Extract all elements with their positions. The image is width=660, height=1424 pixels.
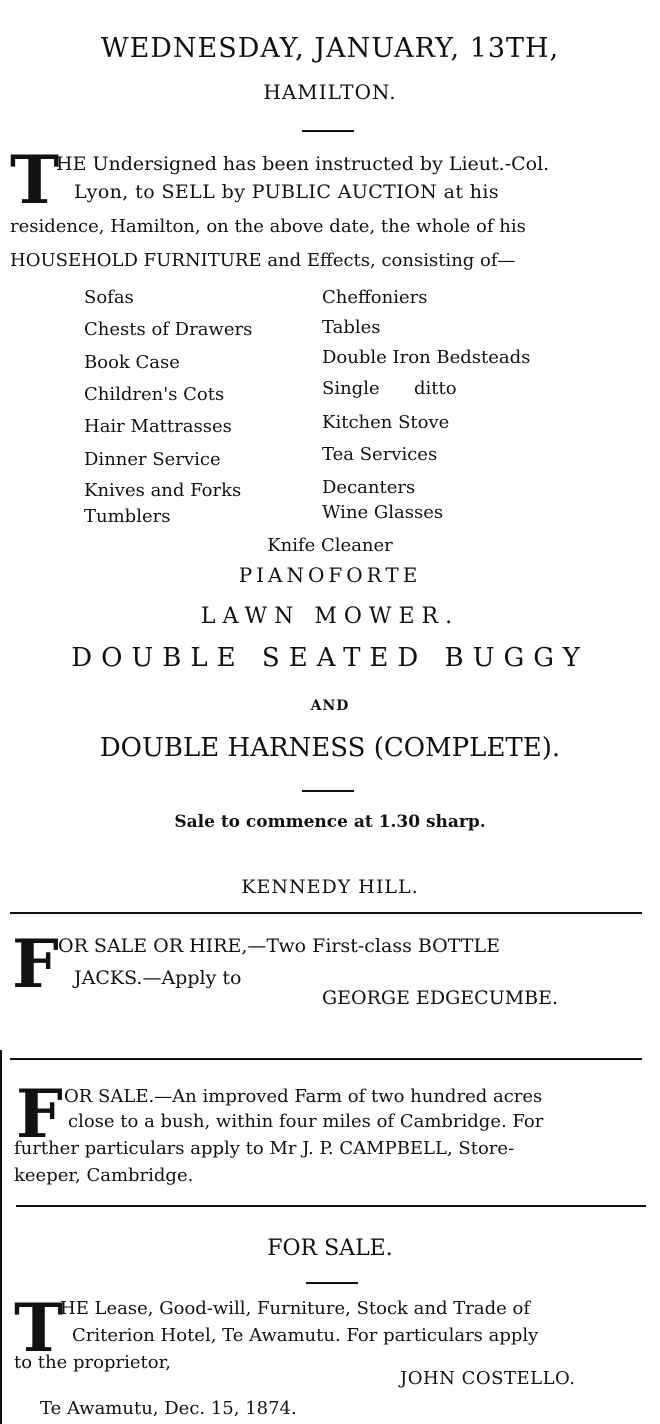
hotel-line-1: HE Lease, Good-will, Furniture, Stock and Trade of <box>60 1298 530 1319</box>
hotel-line-3: to the proprietor, <box>14 1352 171 1373</box>
drop-cap-f: F <box>12 925 59 1003</box>
item-left: Book Case <box>84 352 180 373</box>
lawn-mower: LAWN MOWER. <box>200 604 460 629</box>
item-left: Dinner Service <box>84 449 221 470</box>
item-right: Cheffoniers <box>322 287 428 308</box>
farm-line-3: further particulars apply to Mr J. P. CAMPBELL, Store- <box>14 1138 515 1159</box>
sale-time: Sale to commence at 1.30 sharp. <box>174 812 486 832</box>
bottle-jacks-signature: GEORGE EDGECUMBE. <box>322 987 559 1009</box>
auction-text-line-4: HOUSEHOLD FURNITURE and Effects, consisting of— <box>10 250 516 271</box>
item-left: Sofas <box>84 287 134 308</box>
item-right: Single ditto <box>322 378 457 399</box>
pianoforte: PIANOFORTE <box>238 563 422 587</box>
item-right: Wine Glasses <box>322 502 444 523</box>
knife-cleaner: Knife Cleaner <box>267 535 393 556</box>
farm-line-2: close to a bush, within four miles of Cambridge. For <box>68 1111 544 1132</box>
item-right: Kitchen Stove <box>322 412 450 433</box>
auction-place: HAMILTON. <box>263 80 397 104</box>
drop-cap-t: T <box>14 1289 64 1367</box>
double-harness: DOUBLE HARNESS (COMPLETE). <box>99 733 561 763</box>
hotel-line-2: Criterion Hotel, Te Awamutu. For particulars apply <box>72 1325 539 1346</box>
and-word: AND <box>310 698 350 714</box>
divider <box>306 1282 358 1284</box>
hotel-dateline: Te Awamutu, Dec. 15, 1874. <box>40 1398 297 1419</box>
auction-text-line-3: residence, Hamilton, on the above date, the whole of his <box>10 216 526 237</box>
auction-text-line-1: HE Undersigned has been instructed by Lieut.-Col. <box>56 153 550 175</box>
divider <box>302 130 354 132</box>
ad-separator-rule <box>10 912 642 914</box>
divider <box>302 790 354 792</box>
double-seated-buggy: DOUBLE SEATED BUGGY <box>71 643 589 673</box>
auction-date-heading: WEDNESDAY, JANUARY, 13TH, <box>100 33 560 64</box>
farm-line-1: OR SALE.—An improved Farm of two hundred acres <box>64 1086 543 1107</box>
ad-separator-rule <box>10 1058 642 1060</box>
item-right: Tea Services <box>322 444 438 465</box>
item-left: Knives and Forks <box>84 480 242 501</box>
item-left: Chests of Drawers <box>84 319 253 340</box>
farm-line-4: keeper, Cambridge. <box>14 1165 194 1186</box>
item-left: Tumblers <box>84 506 171 527</box>
for-sale-heading: FOR SALE. <box>267 1236 393 1261</box>
item-right: Decanters <box>322 477 416 498</box>
auctioneer-name: KENNEDY HILL. <box>241 876 419 898</box>
drop-cap-f: F <box>16 1075 63 1153</box>
item-right: Tables <box>322 317 381 338</box>
auction-text-line-2: Lyon, to SELL by PUBLIC AUCTION at his <box>74 181 500 203</box>
bottle-jacks-line-1: OR SALE OR HIRE,—Two First-class BOTTLE <box>58 935 500 957</box>
bottle-jacks-line-2: JACKS.—Apply to <box>74 967 242 989</box>
ad-separator-rule <box>16 1205 646 1207</box>
drop-cap-t: T <box>10 141 60 219</box>
item-left: Children's Cots <box>84 384 225 405</box>
hotel-signature: JOHN COSTELLO. <box>400 1368 576 1389</box>
item-right: Double Iron Bedsteads <box>322 347 531 368</box>
item-left: Hair Mattrasses <box>84 416 232 437</box>
